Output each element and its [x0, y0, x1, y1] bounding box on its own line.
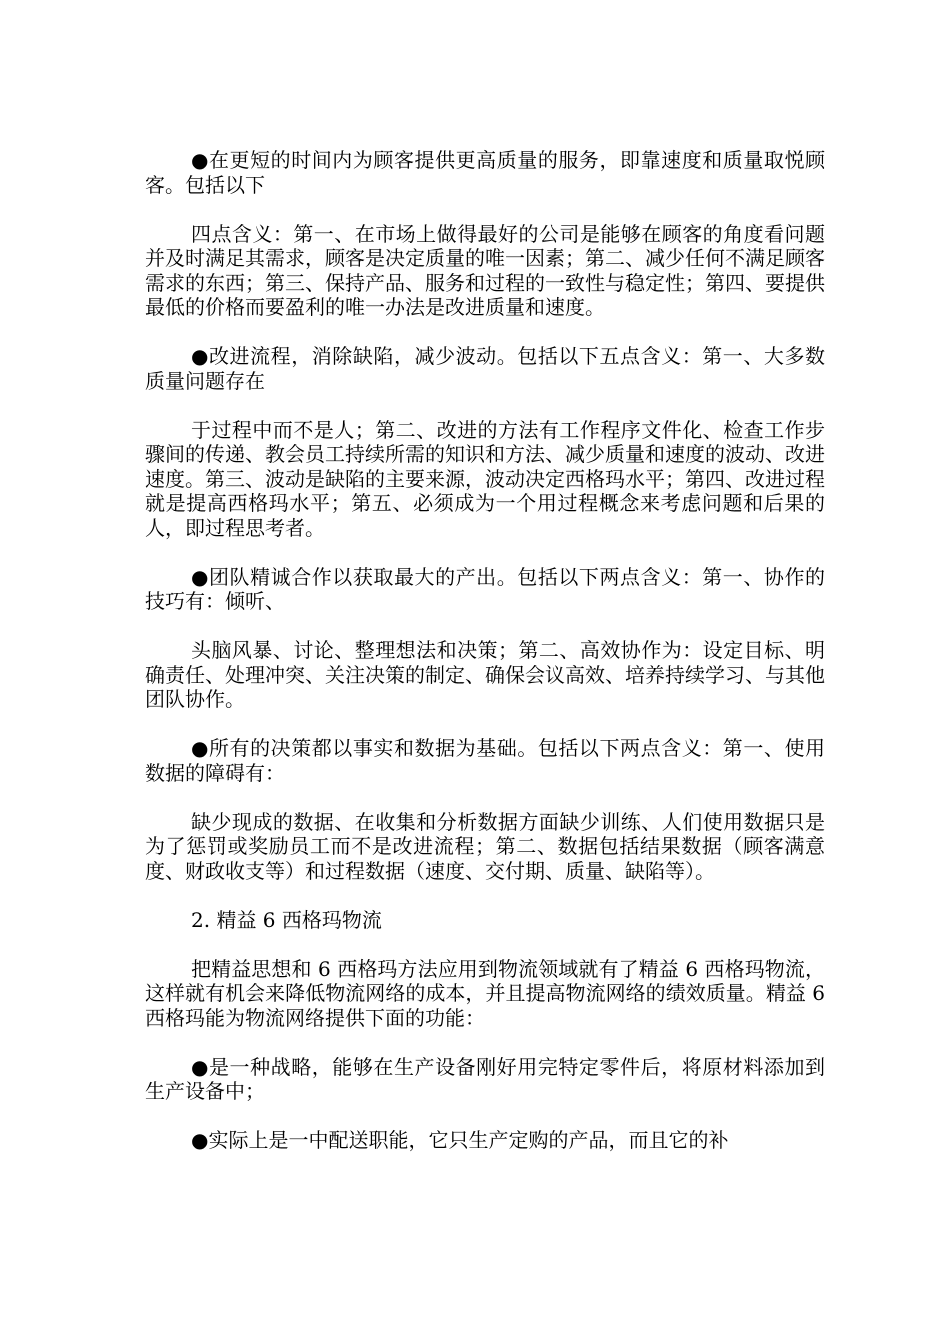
- paragraph-6: 头脑风暴、讨论、整理想法和决策；第二、高效协作为：设定目标、明确责任、处理冲突、关注决策的制定、确保会议高效、培养持续学习、与其他团队协作。: [145, 638, 825, 711]
- document-body: [145, 148, 825, 1177]
- paragraph-4: 于过程中而不是人；第二、改进的方法有工作程序文件化、检查工作步骤间的传递、教会员工持续所需的知识和方法、减少质量和速度的波动、改进速度。第三、波动是缺陷的主要来源，波动决定西格玛水平；第四、改进过程就是提高西格玛水平；第五、必须成为一个用过程概念来考虑问题和后果的人，即过程思考者。: [145, 417, 825, 540]
- section-heading: 2. 精益 6 西格玛物流: [191, 907, 382, 932]
- paragraph-1: ●在更短的时间内为顾客提供更高质量的服务，即靠速度和质量取悦顾客。包括以下: [145, 148, 825, 197]
- paragraph-12: ●实际上是一中配送职能，它只生产定购的产品，而且它的补: [191, 1128, 729, 1152]
- paragraph-5: ●团队精诚合作以获取最大的产出。包括以下两点含义：第一、协作的技巧有：倾听、: [145, 564, 825, 613]
- paragraph-2: 四点含义：第一、在市场上做得最好的公司是能够在顾客的角度看问题并及时满足其需求，顾客是决定质量的唯一因素；第二、减少任何不满足顾客需求的东西；第三、保持产品、服务和过程的一致性与稳定性；第四、要提供最低的价格而要盈利的唯一办法是改进质量和速度。: [145, 221, 825, 319]
- paragraph-3: ●改进流程，消除缺陷，减少波动。包括以下五点含义：第一、大多数质量问题存在: [145, 344, 825, 393]
- paragraph-7: ●所有的决策都以事实和数据为基础。包括以下两点含义：第一、使用数据的障碍有：: [145, 736, 825, 785]
- paragraph-8: 缺少现成的数据、在收集和分析数据方面缺少训练、人们使用数据只是为了惩罚或奖励员工而不是改进流程；第二、数据包括结果数据（顾客满意度、财政收支等）和过程数据（速度、交付期、质量、缺陷等）。: [145, 809, 825, 883]
- paragraph-10: 把精益思想和 6 西格玛方法应用到物流领域就有了精益 6 西格玛物流，这样就有机会来降低物流网络的成本，并且提高物流网络的绩效质量。精益 6 西格玛能为物流网络提供下面的功能：: [145, 956, 825, 1030]
- paragraph-11: ●是一种战略，能够在生产设备刚好用完特定零件后，将原材料添加到生产设备中；: [145, 1054, 825, 1103]
